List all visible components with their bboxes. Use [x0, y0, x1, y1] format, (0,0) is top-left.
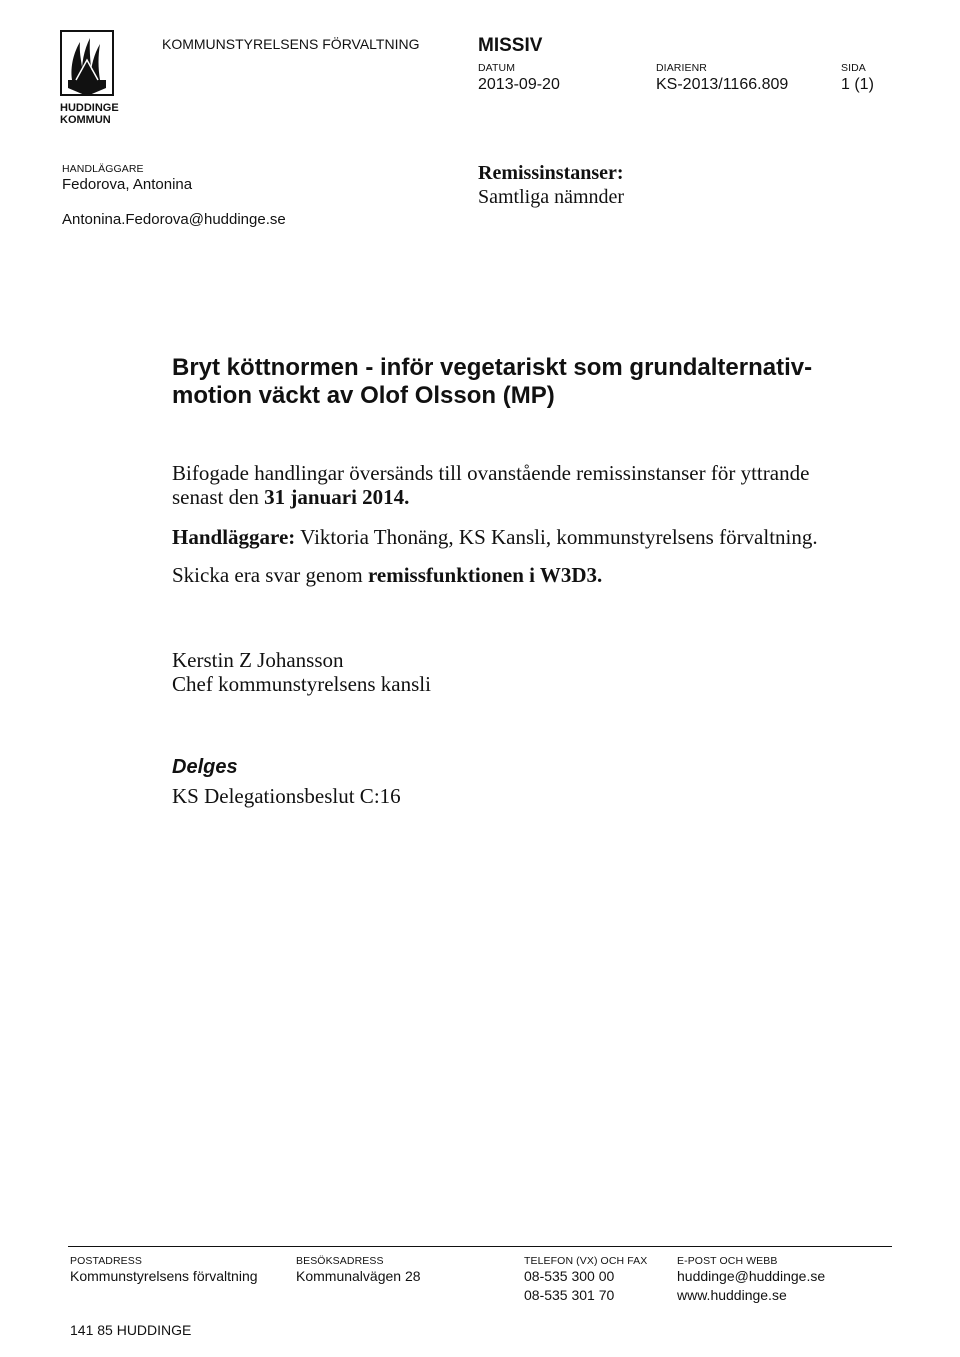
handler-name: Fedorova, Antonina — [62, 176, 193, 193]
doc-type: MISSIV — [478, 35, 543, 56]
footer-visit-value: Kommunalvägen 28 — [296, 1268, 421, 1284]
footer-visit-label: BESÖKSADRESS — [296, 1255, 384, 1267]
handlaggare-value: Viktoria Thonäng, KS Kansli, kommunstyrelsens förvaltning. — [295, 525, 818, 549]
delges-value: KS Delegationsbeslut C:16 — [172, 784, 401, 808]
body-handlaggare — [172, 525, 818, 549]
response-prefix: Skicka era svar genom — [172, 563, 368, 587]
diarienr-value: KS-2013/1166.809 — [656, 76, 789, 93]
footer-post-zip: 141 85 HUDDINGE — [70, 1322, 192, 1338]
date-label: DATUM — [478, 62, 516, 74]
footer-phone-switchboard: 08-535 300 00 — [524, 1268, 615, 1284]
footer-web-label: E-POST OCH WEBB — [677, 1255, 778, 1267]
recipients-heading: Remissinstanser: — [478, 162, 624, 184]
body-deadline-prefix: senast den — [172, 485, 265, 509]
body-deadline-date: 31 januari 2014. — [264, 485, 410, 509]
body-para1-line1: Bifogade handlingar översänds till ovanstående remissinstanser för yttrande — [172, 461, 810, 485]
recipients-value: Samtliga nämnder — [478, 186, 625, 208]
handler-email: Antonina.Fedorova@huddinge.se — [62, 211, 286, 228]
footer-divider — [68, 1246, 892, 1247]
delges-heading: Delges — [172, 756, 238, 778]
huddinge-crest-logo — [60, 30, 114, 100]
response-system: remissfunktionen i W3D3. — [367, 563, 603, 587]
handler-label: HANDLÄGGARE — [62, 163, 144, 175]
date-value: 2013-09-20 — [478, 76, 560, 93]
footer-phone-label: TELEFON (VX) OCH FAX — [524, 1255, 648, 1267]
body-para1-line2 — [172, 485, 409, 509]
logo-text-line1: HUDDINGE — [60, 102, 119, 114]
signature-title: Chef kommunstyrelsens kansli — [172, 672, 431, 696]
page-label: SIDA — [841, 62, 866, 74]
footer-post-label: POSTADRESS — [70, 1255, 142, 1267]
footer-email: huddinge@huddinge.se — [677, 1268, 826, 1284]
footer-website: www.huddinge.se — [677, 1287, 787, 1303]
document-title-line2: motion väckt av Olof Olsson (MP) — [172, 382, 555, 409]
handlaggare-label: Handläggare: — [172, 525, 296, 549]
footer-post-value: Kommunstyrelsens förvaltning — [70, 1268, 258, 1284]
body-response-instruction — [172, 563, 602, 587]
diarienr-label: DIARIENR — [656, 62, 707, 74]
logo-text-line2: KOMMUN — [60, 114, 111, 126]
document-title-line1: Bryt köttnormen - inför vegetariskt som grundalternativ- — [172, 354, 813, 381]
signature-name: Kerstin Z Johansson — [172, 648, 344, 672]
page-value: 1 (1) — [841, 76, 874, 93]
org-name: KOMMUNSTYRELSENS FÖRVALTNING — [162, 36, 420, 52]
footer-phone-fax: 08-535 301 70 — [524, 1287, 615, 1303]
